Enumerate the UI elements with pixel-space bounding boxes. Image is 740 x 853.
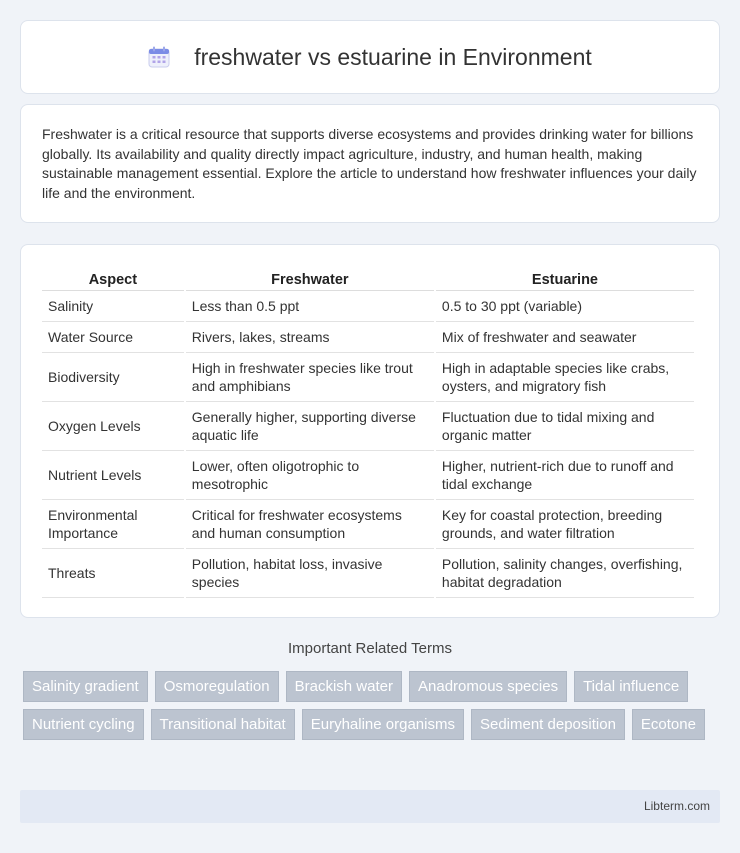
- cell-estuarine: High in adaptable species like crabs, oysters, and migratory fish: [436, 353, 694, 402]
- cell-estuarine: Fluctuation due to tidal mixing and organic matter: [436, 402, 694, 451]
- cell-aspect: Biodiversity: [42, 353, 184, 402]
- cell-aspect: Water Source: [42, 322, 184, 353]
- related-terms-list: [23, 671, 723, 740]
- tag-tidal-influence[interactable]: Tidal influence: [574, 671, 688, 702]
- table-row: [42, 291, 694, 322]
- tag-salinity-gradient[interactable]: Salinity gradient: [23, 671, 148, 702]
- cell-estuarine: Mix of freshwater and seawater: [436, 322, 694, 353]
- table-row: [42, 549, 694, 598]
- header-freshwater: Freshwater: [186, 265, 434, 291]
- tag-transitional-habitat[interactable]: Transitional habitat: [151, 709, 295, 740]
- footer: [20, 790, 720, 823]
- table-header-row: [42, 265, 694, 291]
- table-row: [42, 451, 694, 500]
- cell-freshwater: Pollution, habitat loss, invasive species: [186, 549, 434, 598]
- page-title: freshwater vs estuarine in Environment: [194, 43, 592, 70]
- tag-osmoregulation[interactable]: Osmoregulation: [155, 671, 279, 702]
- table-row: [42, 353, 694, 402]
- cell-aspect: Salinity: [42, 291, 184, 322]
- related-terms-title: Important Related Terms: [288, 640, 452, 657]
- table-row: [42, 500, 694, 549]
- title-card: [20, 20, 720, 94]
- tag-nutrient-cycling[interactable]: Nutrient cycling: [23, 709, 144, 740]
- cell-estuarine: Key for coastal protection, breeding grounds, and water filtration: [436, 500, 694, 549]
- cell-freshwater: Generally higher, supporting diverse aquatic life: [186, 402, 434, 451]
- cell-freshwater: Less than 0.5 ppt: [186, 291, 434, 322]
- tag-euryhaline-organisms[interactable]: Euryhaline organisms: [302, 709, 464, 740]
- comparison-table: [40, 265, 696, 598]
- cell-aspect: Threats: [42, 549, 184, 598]
- intro-card: [20, 104, 720, 223]
- cell-estuarine: Higher, nutrient-rich due to runoff and tidal exchange: [436, 451, 694, 500]
- tag-ecotone[interactable]: Ecotone: [632, 709, 705, 740]
- header-estuarine: Estuarine: [436, 265, 694, 291]
- tag-anadromous-species[interactable]: Anadromous species: [409, 671, 567, 702]
- cell-freshwater: Critical for freshwater ecosystems and human consumption: [186, 500, 434, 549]
- cell-freshwater: High in freshwater species like trout and amphibians: [186, 353, 434, 402]
- table-row: [42, 402, 694, 451]
- tag-brackish-water[interactable]: Brackish water: [286, 671, 402, 702]
- tag-sediment-deposition[interactable]: Sediment deposition: [471, 709, 625, 740]
- cell-aspect: Nutrient Levels: [42, 451, 184, 500]
- cell-estuarine: Pollution, salinity changes, overfishing, habitat degradation: [436, 549, 694, 598]
- cell-freshwater: Lower, often oligotrophic to mesotrophic: [186, 451, 434, 500]
- comparison-table-card: [20, 244, 720, 618]
- cell-estuarine: 0.5 to 30 ppt (variable): [436, 291, 694, 322]
- cell-aspect: Environmental Importance: [42, 500, 184, 549]
- intro-text: Freshwater is a critical resource that supports diverse ecosystems and provides drinking water for billions globally. Its availability and quality directly impact agriculture, industry, and human health, making sustainable management essential. Explore the article to understand how freshwater influences your daily life and the environment.: [42, 126, 697, 201]
- calendar-icon: [148, 46, 170, 68]
- header-aspect: Aspect: [42, 265, 184, 291]
- footer-brand-link[interactable]: Libterm.com: [643, 799, 710, 813]
- cell-freshwater: Rivers, lakes, streams: [186, 322, 434, 353]
- cell-aspect: Oxygen Levels: [42, 402, 184, 451]
- table-row: [42, 322, 694, 353]
